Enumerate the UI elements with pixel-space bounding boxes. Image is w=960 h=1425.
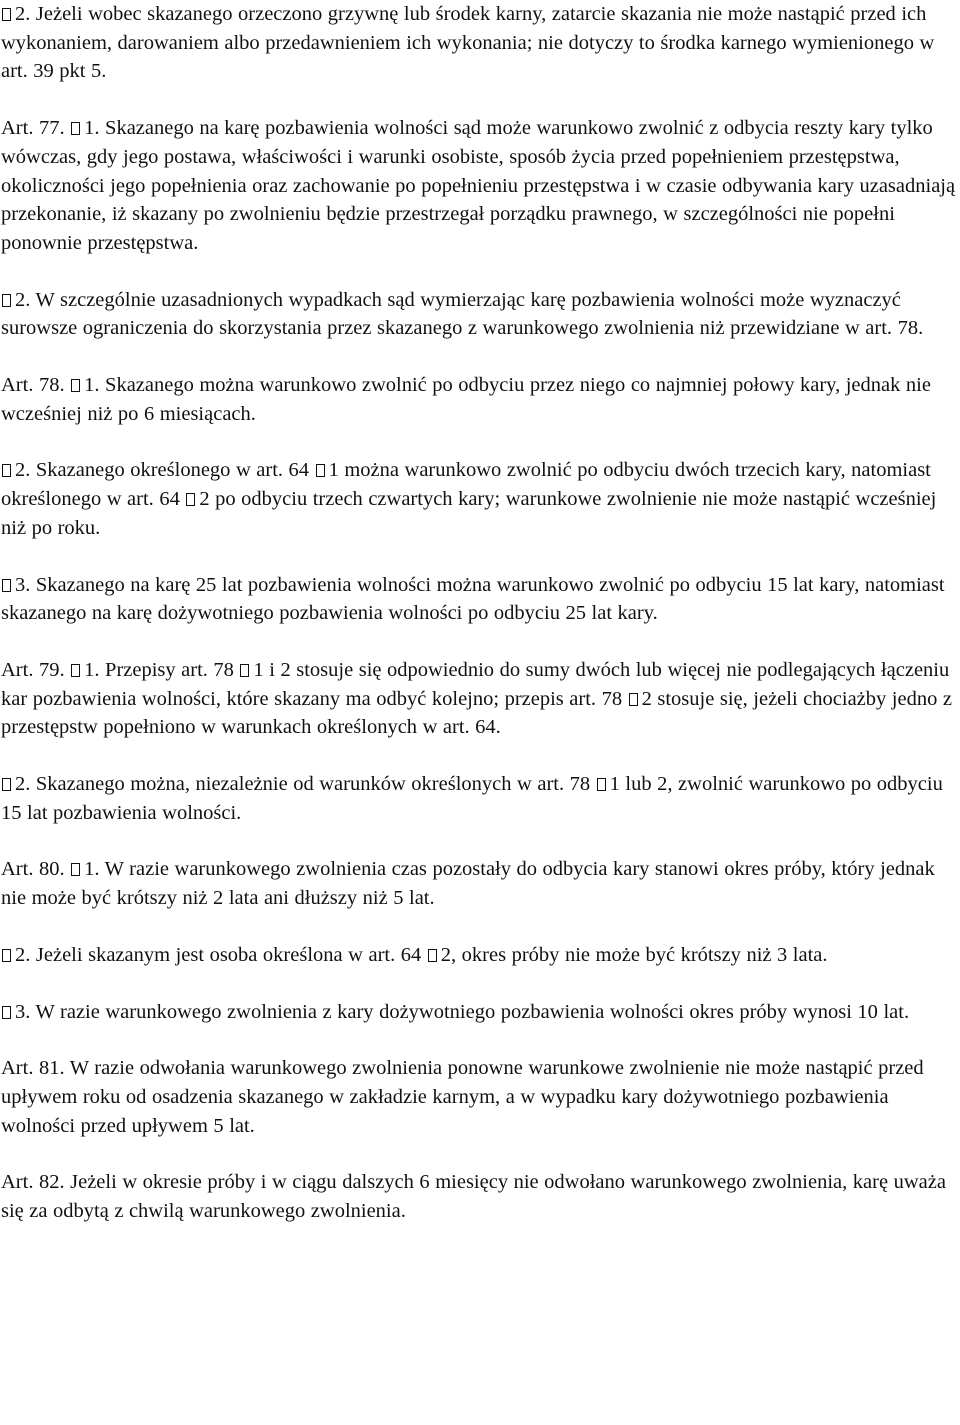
section-sign-icon [629, 693, 638, 706]
section-sign-icon [71, 664, 80, 677]
section-sign-icon [428, 949, 437, 962]
paragraph-art78-par1: Art. 78. 1. Skazanego można warunkowo zwolnić po odbyciu przez niego co najmniej połowy kary, jednak nie wcześniej niż po 6 miesiącach. [1, 374, 931, 425]
paragraph-art80-par1: Art. 80. 1. W razie warunkowego zwolnienia czas pozostały do odbycia kary stanowi okres próby, który jednak nie może być krótszy niż 2 lata ani dłuższy niż 5 lat. [1, 858, 935, 910]
section-sign-icon [2, 949, 11, 962]
paragraph-art78-par2: 2. Skazanego określonego w art. 64 1 można warunkowo zwolnić po odbyciu dwóch trzecich kary, natomiast określonego w art. 64 2 po odbyciu trzech czwartych kary; warunkowe zwolnienie nie może nastąpić wcześniej niż po roku. [1, 459, 937, 539]
paragraph-art77-par1: Art. 77. 1. Skazanego na karę pozbawienia wolności sąd może warunkowo zwolnić z odbycia reszty kary tylko wówczas, gdy jego postawa, właściwości i warunki osobiste, sposób życia przed popełnieniem przestępstwa, okoliczności jego popełnienia oraz zachowanie po popełnieniu przestępstwa i w czasie odbywania kary uzasadniają przekonanie, iż skazany po zwolnieniu będzie przestrzegał porządku prawnego, w szczególności nie popełni ponownie przestępstwa. [1, 117, 956, 254]
paragraph-art76-par2: 2. Jeżeli wobec skazanego orzeczono grzywnę lub środek karny, zatarcie skazania nie może nastąpić przed ich wykonaniem, darowaniem albo przedawnieniem ich wykonania; nie dotyczy to środka karnego wymienionego w art. 39 pkt 5. [1, 3, 935, 83]
section-sign-icon [71, 122, 80, 135]
section-sign-icon [597, 778, 606, 791]
section-sign-icon [2, 294, 11, 307]
section-sign-icon [2, 579, 11, 592]
section-sign-icon [2, 1006, 11, 1019]
paragraph-art80-par2: 2. Jeżeli skazanym jest osoba określona w art. 64 2, okres próby nie może być krótszy niż 3 lata. [1, 941, 960, 970]
paragraph-art79-par2: 2. Skazanego można, niezależnie od warunków określonych w art. 78 1 lub 2, zwolnić warunkowo po odbyciu 15 lat pozbawienia wolności. [1, 773, 943, 824]
section-sign-icon [71, 379, 80, 392]
section-sign-icon [2, 778, 11, 791]
section-sign-icon [240, 664, 249, 677]
section-sign-icon [2, 464, 11, 477]
section-sign-icon [2, 8, 11, 21]
paragraph-art81: Art. 81. W razie odwołania warunkowego zwolnienia ponowne warunkowe zwolnienie nie może nastąpić przed upływem roku od osadzenia skazanego w zakładzie karnym, a w wypadku kary dożywotniego pozbawienia wolności przed upływem 5 lat. [1, 1057, 924, 1137]
paragraph-art82: Art. 82. Jeżeli w okresie próby i w ciągu dalszych 6 miesięcy nie odwołano warunkowego zwolnienia, karę uważa się za odbytą z chwilą warunkowego zwolnienia. [1, 1171, 946, 1223]
paragraph-art80-par3: 3. W razie warunkowego zwolnienia z kary dożywotniego pozbawienia wolności okres próby wynosi 10 lat. [1, 998, 960, 1027]
section-sign-icon [186, 493, 195, 506]
section-sign-icon [71, 863, 80, 876]
section-sign-icon [316, 464, 325, 477]
paragraph-art78-par3: 3. Skazanego na karę 25 lat pozbawienia wolności można warunkowo zwolnić po odbyciu 15 lat kary, natomiast skazanego na karę dożywotniego pozbawienia wolności po odbyciu 25 lat kary. [1, 573, 945, 625]
paragraph-art79-par1: Art. 79. 1. Przepisy art. 78 1 i 2 stosuje się odpowiednio do sumy dwóch lub więcej nie podlegających łączeniu kar pozbawienia wolności, które skazany ma odbyć kolejno; przepis art. 78 2 stosuje się, jeżeli chociażby jedno z przestępstw popełniono w warunkach określonych w art. 64. [1, 658, 952, 739]
paragraph-art77-par2: 2. W szczególnie uzasadnionych wypadkach sąd wymierzając karę pozbawienia wolności może wyznaczyć surowsze ograniczenia do skorzystania przez skazanego z warunkowego zwolnienia niż przewidziane w art. 78. [1, 288, 924, 340]
